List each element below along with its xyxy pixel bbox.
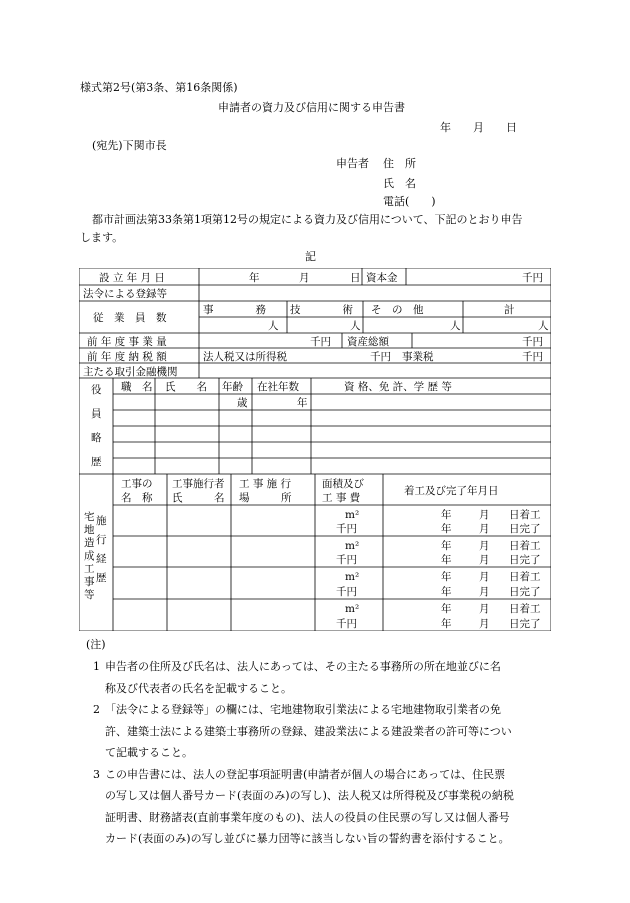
cost-unit: 千円 xyxy=(336,554,357,566)
work-name-header-1: 工事の xyxy=(121,478,153,490)
capital-unit: 千円 xyxy=(522,272,543,284)
history-row-3 xyxy=(336,570,541,598)
history-label-3: 造 xyxy=(84,537,95,549)
intro-text-line2: します。 xyxy=(80,231,124,244)
business-tax-unit: 千円 xyxy=(522,351,543,363)
name-label: 氏 名 xyxy=(383,177,416,190)
officer-tenure-unit: 年 xyxy=(297,397,308,409)
assets-label: 資産総額 xyxy=(347,336,389,348)
area-unit: m² xyxy=(345,509,360,521)
date-line: 年 月 日 xyxy=(440,121,517,134)
area-unit: m² xyxy=(345,540,360,552)
start-month-unit: 月 xyxy=(479,540,490,552)
technical-persons-unit: 人 xyxy=(350,320,361,332)
start-month-unit: 月 xyxy=(479,571,490,583)
registration-label: 法令による登録等 xyxy=(83,288,167,300)
note-line: て記載すること。 xyxy=(105,746,193,759)
business-tax-label: 事業税 xyxy=(402,351,434,363)
sales-unit: 千円 xyxy=(310,336,331,348)
site-header-2: 場 所 xyxy=(239,492,292,504)
history-row-4 xyxy=(336,602,541,630)
form-number: 様式第2号(第3条、第16条関係) xyxy=(80,81,238,94)
ki-heading: 記 xyxy=(305,250,316,263)
history-label-4: 成 xyxy=(84,550,95,562)
officer-age-header: 年齢 xyxy=(222,381,243,393)
cost-unit: 千円 xyxy=(336,586,357,598)
start-year-unit: 年 xyxy=(441,603,452,615)
office-persons-unit: 人 xyxy=(268,320,279,332)
executor-header-1: 工事施行者 xyxy=(172,478,225,490)
complete-year-unit: 年 xyxy=(441,618,452,630)
history-label2-4: 歴 xyxy=(96,572,107,584)
note-number: 1 xyxy=(93,660,100,673)
history-label2-1: 施 xyxy=(96,515,107,527)
history-label-7: 等 xyxy=(84,589,95,601)
work-name-header-2: 名 称 xyxy=(121,492,153,504)
note-number: 2 xyxy=(93,703,100,716)
complete-month-unit: 月 xyxy=(479,523,490,535)
complete-month-unit: 月 xyxy=(479,586,490,598)
note-line: 「法令による登録等」の欄には、宅地建物取引業法による宅地建物取引業者の免 xyxy=(105,703,501,716)
phone-label: 電話( ) xyxy=(383,195,436,208)
start-day-unit: 日着工 xyxy=(509,509,541,521)
start-year-unit: 年 xyxy=(441,540,452,552)
complete-day-unit: 日完了 xyxy=(509,554,541,566)
note-line: の写し又は個人番号カード(表面のみ)の写し)、法人税又は所得税及び事業税の納税 xyxy=(105,789,514,802)
officer-tenure-header: 在社年数 xyxy=(257,381,299,393)
officers-label-4: 歴 xyxy=(91,456,102,468)
cost-unit: 千円 xyxy=(336,618,357,630)
established-label: 設 立 年 月 日 xyxy=(99,272,165,284)
complete-month-unit: 月 xyxy=(479,618,490,630)
officer-name-header: 氏 名 xyxy=(165,381,207,393)
note-line: 申告者の住所及び氏名は、法人にあっては、その主たる事務所の所在地並びに名 xyxy=(105,660,501,673)
established-year-unit: 年 xyxy=(249,272,260,284)
start-day-unit: 日着工 xyxy=(509,603,541,615)
complete-day-unit: 日完了 xyxy=(509,523,541,535)
employees-total-header: 計 xyxy=(504,304,515,316)
notes-header: (注) xyxy=(86,638,106,651)
established-month-unit: 月 xyxy=(299,272,310,284)
addressee: (宛先)下関市長 xyxy=(92,139,167,152)
employees-label: 従 業 員 数 xyxy=(93,312,167,324)
employees-office-header: 事 務 xyxy=(203,304,266,316)
start-month-unit: 月 xyxy=(479,509,490,521)
address-label: 住 所 xyxy=(383,157,416,170)
area-header-1: 面積及び xyxy=(322,478,364,490)
bank-label: 主たる取引金融機関 xyxy=(83,366,178,378)
capital-label: 資本金 xyxy=(366,272,398,284)
complete-day-unit: 日完了 xyxy=(509,586,541,598)
executor-header-2: 氏 名 xyxy=(172,492,225,504)
start-day-unit: 日着工 xyxy=(509,540,541,552)
history-label2-2: 行 xyxy=(96,534,107,546)
note-item-1 xyxy=(75,656,555,699)
complete-month-unit: 月 xyxy=(479,554,490,566)
history-label-2: 地 xyxy=(84,524,95,536)
note-item-2 xyxy=(75,699,555,764)
history-row-2 xyxy=(336,539,541,566)
history-label2-3: 経 xyxy=(96,553,107,565)
history-label-5: 工 xyxy=(84,563,95,575)
note-line: 証明書、財務諸表(直前事業年度のもの)、法人の役員の住民票の写し又は個人番号 xyxy=(105,810,510,824)
officer-age-unit: 歳 xyxy=(237,397,248,409)
total-persons-unit: 人 xyxy=(538,320,549,332)
note-line: 称及び代表者の氏名を記載すること。 xyxy=(105,681,292,695)
cost-unit: 千円 xyxy=(336,523,357,535)
established-day-unit: 日 xyxy=(350,272,361,284)
history-row-1 xyxy=(336,508,541,535)
declarant-label: 申告者 xyxy=(336,157,369,170)
corp-tax-label: 法人税又は所得税 xyxy=(203,351,287,363)
employees-other-header: そ の 他 xyxy=(371,304,424,316)
intro-text-line1: 都市計画法第33条第1項第12号の規定による資力及び信用について、下記のとおり申告 xyxy=(92,213,523,226)
start-year-unit: 年 xyxy=(441,509,452,521)
complete-year-unit: 年 xyxy=(441,586,452,598)
other-persons-unit: 人 xyxy=(450,320,461,332)
officers-label-1: 役 xyxy=(91,384,102,396)
officers-label-2: 員 xyxy=(91,408,102,420)
sales-label: 前 年 度 事 業 量 xyxy=(87,336,167,348)
complete-year-unit: 年 xyxy=(441,554,452,566)
officer-qualification-header: 資 格、免 許、学 歴 等 xyxy=(344,381,452,393)
assets-unit: 千円 xyxy=(522,336,543,348)
area-unit: m² xyxy=(345,571,360,583)
note-item-3 xyxy=(75,764,555,850)
note-line: 許、建築士法による建築士事務所の登録、建設業法による建設業者の許可等につい xyxy=(105,724,512,738)
corp-tax-unit: 千円 xyxy=(370,351,391,363)
complete-day-unit: 日完了 xyxy=(509,618,541,630)
note-line: カード(表面のみ)の写し並びに暴力団等に該当しない旨の誓約書を添付すること。 xyxy=(105,832,510,845)
document-title: 申請者の資力及び信用に関する申告書 xyxy=(218,101,405,114)
employees-technical-header: 技 術 xyxy=(290,304,353,316)
declaration-table xyxy=(79,268,551,631)
start-year-unit: 年 xyxy=(441,571,452,583)
area-header-2: 工 事 費 xyxy=(322,492,361,504)
period-header: 着工及び完了年月日 xyxy=(404,485,499,497)
officer-title-header: 職 名 xyxy=(121,381,153,393)
start-month-unit: 月 xyxy=(479,603,490,615)
notes-list xyxy=(75,656,555,850)
history-label-1: 宅 xyxy=(84,511,95,523)
complete-year-unit: 年 xyxy=(441,523,452,535)
officers-label-3: 略 xyxy=(91,432,102,444)
start-day-unit: 日着工 xyxy=(509,571,541,583)
tax-label: 前 年 度 納 税 額 xyxy=(87,351,167,363)
area-unit: m² xyxy=(345,603,360,615)
note-number: 3 xyxy=(93,767,100,781)
history-label-6: 事 xyxy=(84,576,95,588)
site-header-1: 工 事 施 行 xyxy=(239,478,292,490)
note-line: この申告書には、法人の登記事項証明書(申請者が個人の場合にあっては、住民票 xyxy=(105,767,506,781)
